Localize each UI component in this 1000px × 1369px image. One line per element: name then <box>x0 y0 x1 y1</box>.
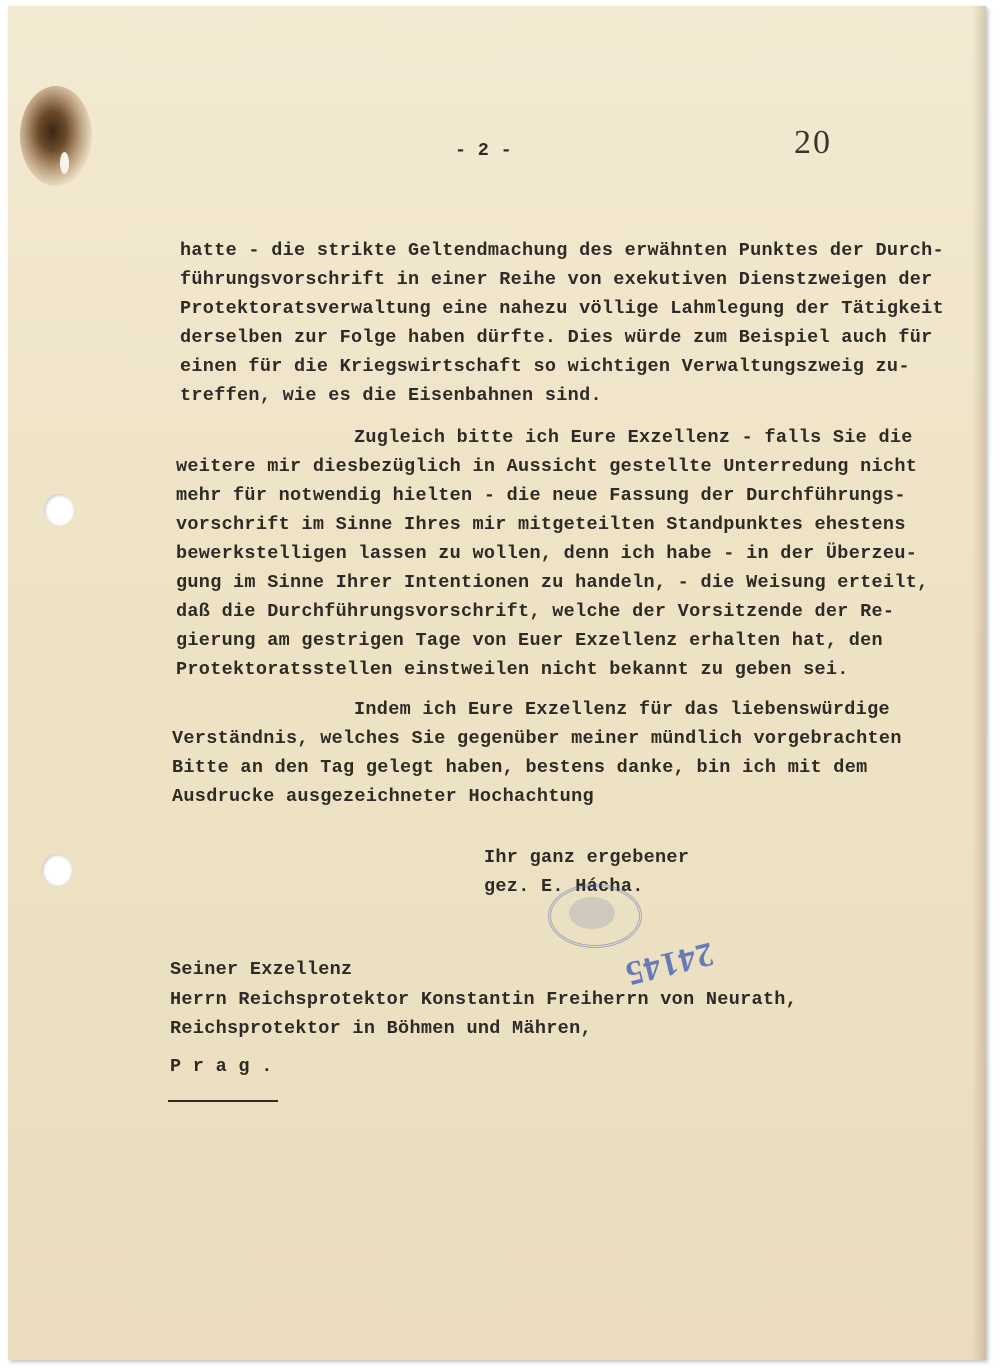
closing-line: Ihr ganz ergebener <box>484 847 690 868</box>
text-line: Ausdrucke ausgezeichneter Hochachtung <box>172 786 594 807</box>
text-line: treffen, wie es die Eisenbahnen sind. <box>180 385 602 406</box>
text-line: einen für die Kriegswirtschaft so wichtigen Verwaltungszweig zu- <box>180 356 910 377</box>
text-line: mehr für notwendig hielten - die neue Fassung der Durchführungs- <box>176 485 906 506</box>
address-line: Reichsprotektor in Böhmen und Mähren, <box>170 1018 592 1039</box>
page-number: - 2 - <box>455 140 513 161</box>
text-line: derselben zur Folge haben dürfte. Dies würde zum Beispiel auch für <box>180 327 933 348</box>
text-line: Protektoratsstellen einstweilen nicht bekannt zu geben sei. <box>176 659 849 680</box>
punch-hole-upper <box>44 494 74 526</box>
address-city: P r a g . <box>170 1056 273 1077</box>
punch-hole-lower <box>42 854 72 886</box>
text-line: bewerkstelligen lassen zu wollen, denn ich habe - in der Überzeu- <box>176 543 918 564</box>
text-line: weitere mir diesbezüglich in Aussicht gestellte Unterredung nicht <box>176 456 918 477</box>
folio-number: 20 <box>794 124 832 161</box>
closing-rule <box>168 1100 278 1102</box>
text-line: vorschrift im Sinne Ihres mir mitgeteilten Standpunktes ehestens <box>176 514 906 535</box>
circular-stamp <box>548 884 642 948</box>
text-line: Zugleich bitte ich Eure Exzellenz - falls Sie die <box>354 427 913 448</box>
text-line: Verständnis, welches Sie gegenüber meiner mündlich vorgebrachten <box>172 728 902 749</box>
document-page <box>8 6 986 1360</box>
text-line: führungsvorschrift in einer Reihe von exekutiven Dienstzweigen der <box>180 269 933 290</box>
text-line: daß die Durchführungsvorschrift, welche der Vorsitzende der Re- <box>176 601 895 622</box>
address-line: Herrn Reichsprotektor Konstantin Freiherrn von Neurath, <box>170 989 798 1010</box>
signature-line: gez. E. Hácha. <box>484 876 644 897</box>
stamp-number: 24145 <box>620 934 718 993</box>
text-line: Bitte an den Tag gelegt haben, bestens danke, bin ich mit dem <box>172 757 868 778</box>
text-line: gierung am gestrigen Tage von Euer Exzellenz erhalten hat, den <box>176 630 883 651</box>
burn-hole <box>60 152 69 174</box>
text-line: hatte - die strikte Geltendmachung des erwähnten Punktes der Durch- <box>180 240 944 261</box>
stamp-emblem <box>569 897 615 929</box>
burn-mark <box>20 86 92 186</box>
address-line: Seiner Exzellenz <box>170 959 353 980</box>
text-line: Indem ich Eure Exzellenz für das liebenswürdige <box>354 699 890 720</box>
text-line: gung im Sinne Ihrer Intentionen zu handeln, - die Weisung erteilt, <box>176 572 929 593</box>
text-line: Protektoratsverwaltung eine nahezu völlige Lahmlegung der Tätigkeit <box>180 298 944 319</box>
